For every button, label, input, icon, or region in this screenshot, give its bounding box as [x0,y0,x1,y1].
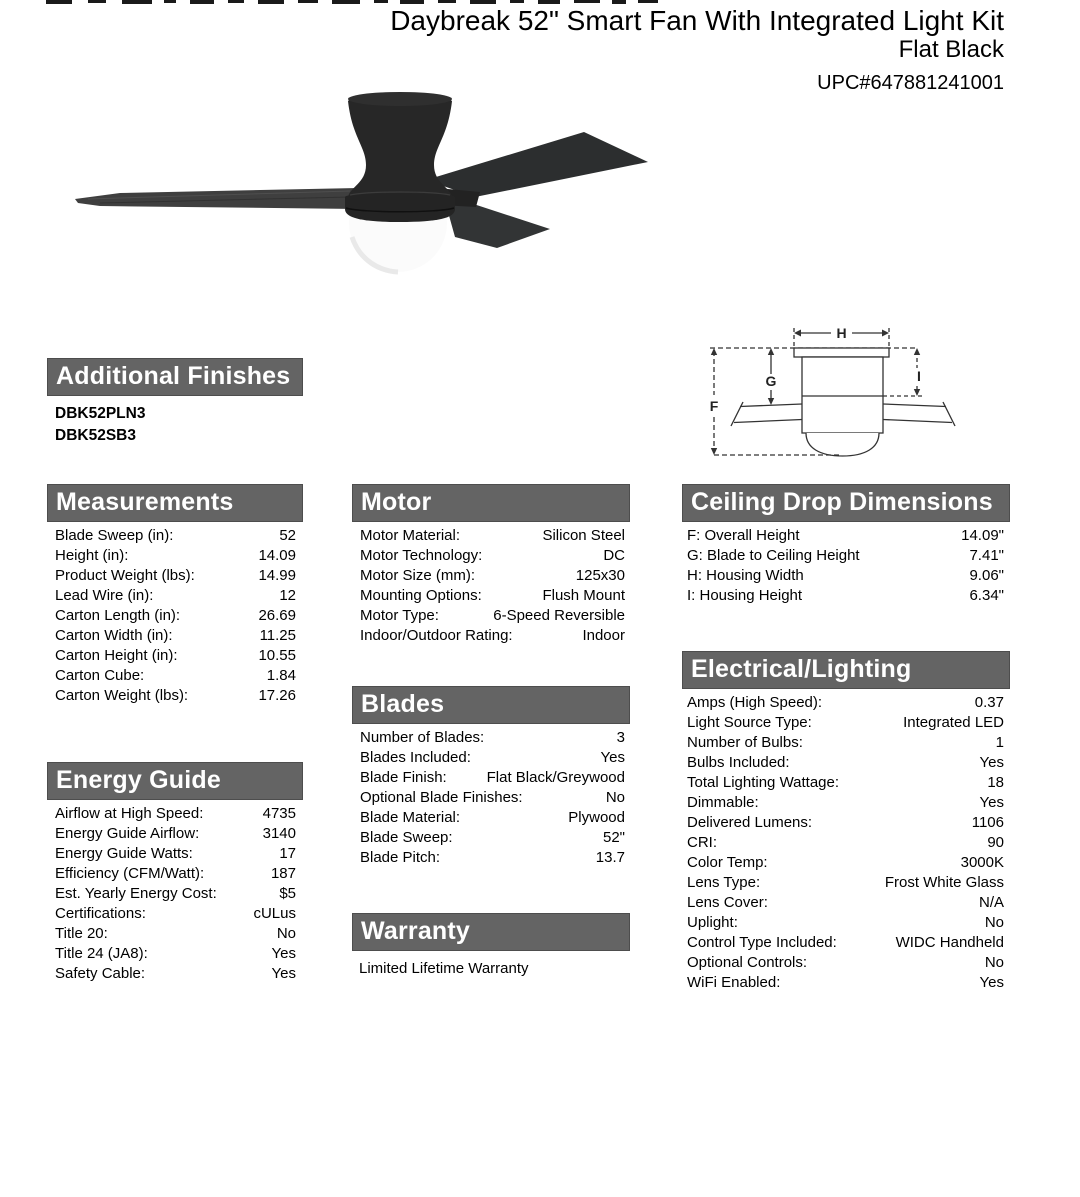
spec-row [352,748,630,768]
row-label: Motor Material: [360,527,461,544]
row-label: Mounting Options: [360,587,482,604]
ceiling-drop-rows [682,526,1010,606]
row-label: Blade Material: [360,809,461,826]
row-value: Plywood [568,809,625,826]
motor-rows [352,526,630,646]
spec-row [352,828,630,848]
blades-section [352,686,630,868]
row-label: Carton Weight (lbs): [55,687,189,704]
spec-row [682,773,1010,793]
row-value: Yes [271,945,296,962]
spec-row [682,713,1010,733]
row-label: Energy Guide Airflow: [55,825,200,842]
row-value: N/A [978,894,1004,911]
row-value: Yes [600,749,625,766]
spec-row [682,546,1010,566]
finish-sku: DBK52PLN3 [55,405,146,422]
spec-row [682,833,1010,853]
row-value: Yes [979,974,1004,991]
spec-row [682,526,1010,546]
spec-row [352,808,630,828]
spec-row [682,873,1010,893]
row-label: WiFi Enabled: [687,974,781,991]
row-label: Number of Bulbs: [687,734,803,751]
diagram-label-i: I [917,368,921,384]
diagram-label-h: H [836,325,847,341]
row-value: 1 [995,734,1004,751]
row-label: Motor Size (mm): [360,567,476,584]
spec-row [352,848,630,868]
row-value: No [984,954,1004,971]
electrical-section [682,651,1010,993]
row-value: Indoor [582,627,625,644]
row-label: Energy Guide Watts: [55,845,193,862]
spec-row [47,944,303,964]
row-value: 10.55 [258,647,296,664]
motor-header: Motor [352,484,630,522]
finish-sku: DBK52SB3 [55,427,136,444]
row-label: Blade Finish: [360,769,447,786]
spec-row [682,953,1010,973]
row-value: 4735 [262,805,296,822]
spec-row [352,626,630,646]
warranty-header: Warranty [352,913,630,951]
title-block [390,5,1004,94]
spec-row [47,626,303,646]
row-value: 125x30 [575,567,625,584]
row-value: 6.34" [969,587,1004,604]
row-label: Bulbs Included: [687,754,790,771]
spec-row [352,788,630,808]
energy-guide-section [47,762,303,984]
blades-rows [352,728,630,868]
spec-row [47,606,303,626]
row-label: Number of Blades: [360,729,485,746]
row-value: 12 [279,587,296,604]
row-value: 17 [279,845,296,862]
dimension-diagram [690,318,1000,468]
row-value: 9.06" [969,567,1004,584]
row-value: 7.41" [969,547,1004,564]
spec-row [352,526,630,546]
row-label: Indoor/Outdoor Rating: [360,627,513,644]
spec-row [47,964,303,984]
row-label: Blade Sweep (in): [55,527,174,544]
spec-row [352,768,630,788]
row-label: Carton Height (in): [55,647,178,664]
row-label: Total Lighting Wattage: [687,774,840,791]
row-label: Motor Type: [360,607,439,624]
upc-code: UPC#647881241001 [817,72,1004,94]
spec-row [352,586,630,606]
row-value: 187 [270,865,296,882]
page-title: Daybreak 52" Smart Fan With Integrated Light Kit [390,5,1004,36]
row-value: 18 [987,774,1004,791]
row-label: Height (in): [55,547,129,564]
row-label: Lead Wire (in): [55,587,154,604]
spec-row [682,753,1010,773]
spec-row [682,933,1010,953]
spec-row [352,546,630,566]
row-label: Amps (High Speed): [687,694,823,711]
row-label: Uplight: [687,914,738,931]
spec-row [47,526,303,546]
row-value: DC [603,547,625,564]
row-value: 14.09" [961,527,1004,544]
spec-row [47,864,303,884]
row-label: Safety Cable: [55,965,146,982]
spec-row [682,793,1010,813]
energy-guide-rows [47,804,303,984]
electrical-header: Electrical/Lighting [682,651,1010,689]
additional-finishes-section [47,358,303,447]
row-label: F: Overall Height [687,527,800,544]
row-value: 14.09 [258,547,296,564]
row-value: 11.25 [259,627,296,644]
spec-row [47,824,303,844]
row-label: Product Weight (lbs): [55,567,195,584]
ceiling-drop-section [682,484,1010,606]
row-label: Color Temp: [687,854,768,871]
row-value: Frost White Glass [884,874,1004,891]
spec-row [47,646,303,666]
row-value: Integrated LED [903,714,1004,731]
row-value: 90 [987,834,1004,851]
row-label: Control Type Included: [687,934,837,951]
row-label: Title 20: [55,925,108,942]
row-label: CRI: [687,834,717,851]
row-value: 26.69 [258,607,296,624]
spec-row [47,924,303,944]
fan-upper-right-blade [426,132,648,197]
row-label: Motor Technology: [360,547,483,564]
row-value: 0.37 [974,694,1004,711]
row-label: G: Blade to Ceiling Height [687,547,860,564]
row-value: 13.7 [595,849,625,866]
row-label: Lens Cover: [687,894,768,911]
spec-row [47,686,303,706]
row-label: Optional Blade Finishes: [360,789,523,806]
measurements-header: Measurements [47,484,303,522]
spec-row [682,813,1010,833]
row-value: 6-Speed Reversible [493,607,625,624]
row-label: H: Housing Width [687,567,804,584]
additional-finishes-list [55,403,303,447]
row-label: Carton Cube: [55,667,145,684]
row-value: 14.99 [258,567,296,584]
spec-row [47,546,303,566]
diagram-label-f: F [709,398,719,414]
row-value: 52" [602,829,625,846]
spec-row [682,973,1010,993]
spec-row [47,884,303,904]
row-label: Blade Pitch: [360,849,441,866]
row-value: Flat Black/Greywood [486,769,625,786]
energy-guide-header: Energy Guide [47,762,303,800]
row-value: 3140 [262,825,296,842]
spec-row [682,693,1010,713]
diagram-label-g: G [765,373,777,389]
row-label: Blades Included: [360,749,471,766]
row-label: Est. Yearly Energy Cost: [55,885,217,902]
row-label: Carton Width (in): [55,627,173,644]
row-value: No [605,789,625,806]
row-value: Silicon Steel [542,527,625,544]
row-label: Carton Length (in): [55,607,181,624]
row-label: Light Source Type: [687,714,812,731]
spec-row [352,566,630,586]
row-label: Efficiency (CFM/Watt): [55,865,205,882]
warranty-text: Limited Lifetime Warranty [359,960,529,977]
row-value: 1.84 [266,667,296,684]
spec-row [352,728,630,748]
row-label: Lens Type: [687,874,761,891]
row-value: No [276,925,296,942]
product-photo [60,85,660,295]
measurements-rows [47,526,303,706]
spec-row [47,904,303,924]
row-value: $5 [279,885,296,902]
row-value: Flush Mount [542,587,625,604]
spec-row [47,566,303,586]
spec-row [47,844,303,864]
spec-row [47,804,303,824]
row-label: Certifications: [55,905,146,922]
row-value: No [984,914,1004,931]
row-value: Yes [271,965,296,982]
spec-row [47,586,303,606]
row-label: Airflow at High Speed: [55,805,204,822]
row-label: Delivered Lumens: [687,814,813,831]
spec-row [682,566,1010,586]
row-label: Dimmable: [687,794,759,811]
row-value: 1106 [971,814,1004,831]
row-value: Yes [979,754,1004,771]
row-value: WIDC Handheld [895,934,1004,951]
blades-header: Blades [352,686,630,724]
warranty-section [352,913,630,978]
fan-housing-body [348,94,452,206]
additional-finishes-header: Additional Finishes [47,358,303,396]
ceiling-drop-header: Ceiling Drop Dimensions [682,484,1010,522]
spec-row [352,606,630,626]
spec-row [682,733,1010,753]
spec-row [682,913,1010,933]
row-value: 3 [616,729,625,746]
row-label: Blade Sweep: [360,829,453,846]
row-value: cULus [253,905,296,922]
spec-row [682,853,1010,873]
motor-section [352,484,630,646]
spec-row [47,666,303,686]
measurements-section [47,484,303,706]
fan-housing-rim [345,193,455,222]
row-label: Optional Controls: [687,954,808,971]
finish-name: Flat Black [898,36,1004,63]
spec-row [682,893,1010,913]
row-value: 3000K [960,854,1004,871]
row-value: 17.26 [258,687,296,704]
spec-row [682,586,1010,606]
row-label: I: Housing Height [687,587,803,604]
electrical-rows [682,693,1010,993]
row-value: Yes [979,794,1004,811]
row-label: Title 24 (JA8): [55,945,148,962]
row-value: 52 [279,527,296,544]
